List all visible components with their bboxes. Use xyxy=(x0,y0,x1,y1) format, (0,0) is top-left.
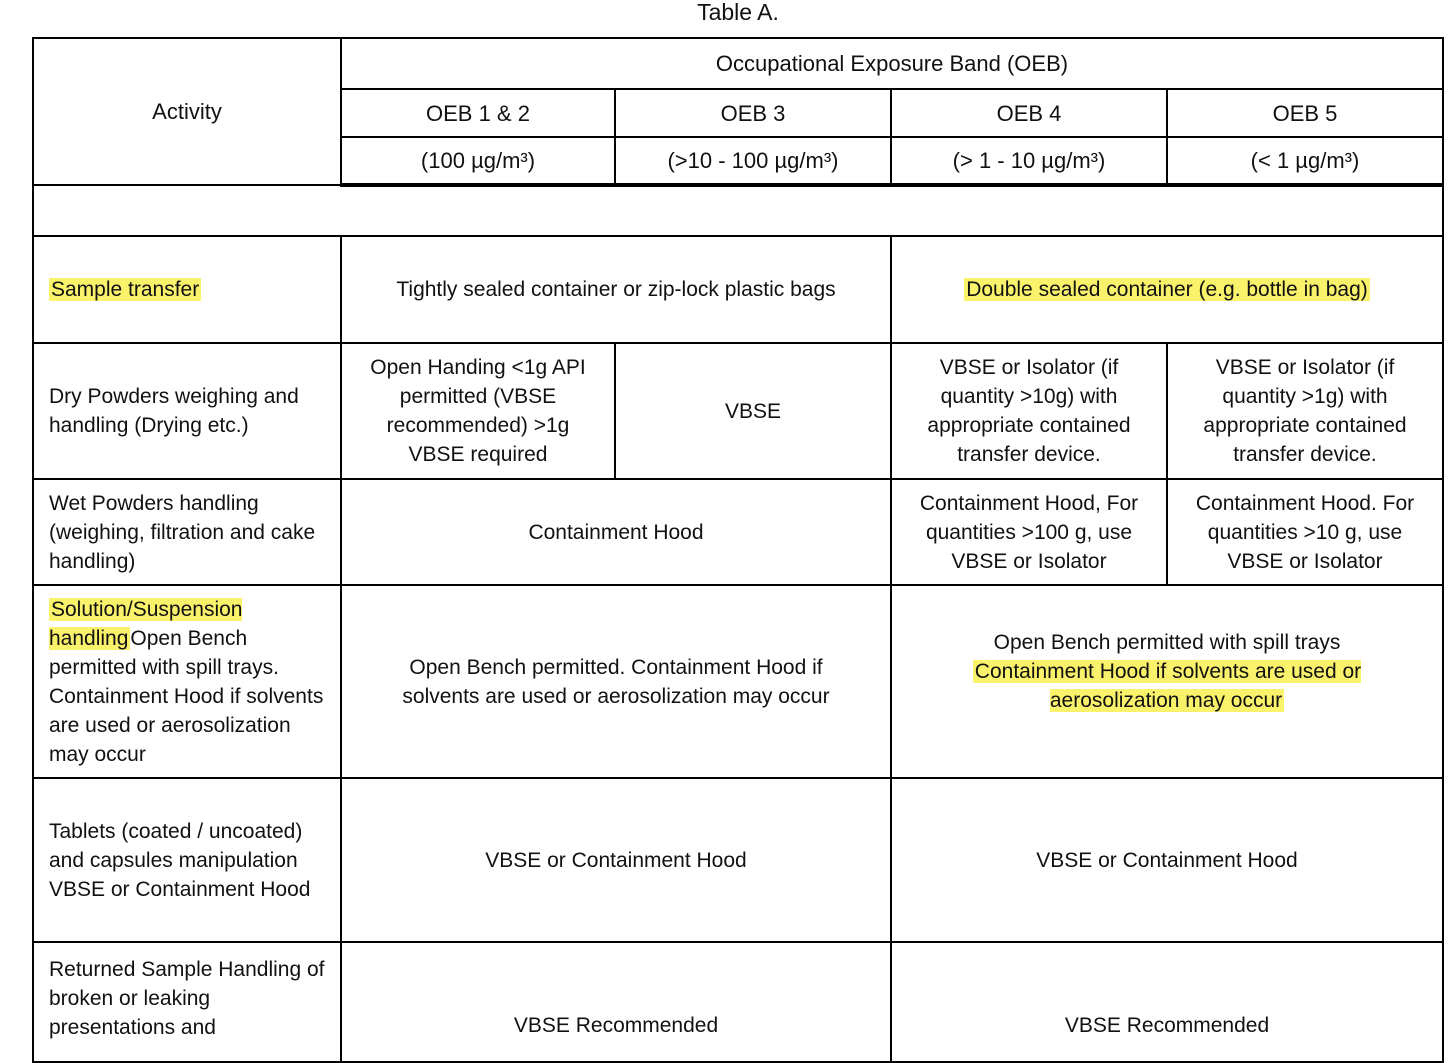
cell-oeb4-5: VBSE or Containment Hood xyxy=(891,778,1443,942)
header-range-oeb3: (>10 - 100 µg/m³) xyxy=(615,137,891,185)
cell-oeb12-3: VBSE Recommended xyxy=(341,942,891,1062)
highlight-mark: Solution/Suspension handling xyxy=(49,597,243,650)
activity-cell xyxy=(33,585,341,778)
header-band-oeb5: OEB 5 xyxy=(1167,89,1443,137)
highlight-mark: Double sealed container (e.g. bottle in bag) xyxy=(966,278,1368,301)
spacer-cell xyxy=(33,185,1443,236)
cell-oeb4-5: VBSE Recommended xyxy=(891,942,1443,1062)
activity-cell: Returned Sample Handling of broken or leaking presentations and xyxy=(33,942,341,1062)
cell-oeb4-5 xyxy=(891,585,1443,778)
table-row-returned xyxy=(33,942,1443,1062)
oeb-table xyxy=(32,37,1444,1063)
table-row-sample-transfer xyxy=(33,236,1443,343)
header-oeb-group: Occupational Exposure Band (OEB) xyxy=(341,38,1443,89)
cell-oeb4: VBSE or Isolator (if quantity >10g) with appropriate contained transfer device. xyxy=(891,343,1167,479)
table-row-solution xyxy=(33,585,1443,778)
spacer-row xyxy=(33,185,1443,236)
cell-text: Open Bench permitted with spill trays xyxy=(993,631,1341,654)
cell-oeb4: Containment Hood, For quantities >100 g, use VBSE or Isolator xyxy=(891,479,1167,585)
cell-oeb12-3: Open Bench permitted. Containment Hood if solvents are used or aerosolization may occur xyxy=(341,585,891,778)
cell-oeb5: Containment Hood. For quantities >10 g, use VBSE or Isolator xyxy=(1167,479,1443,585)
cell-oeb3: VBSE xyxy=(615,343,891,479)
activity-text: Open Bench permitted with spill trays. Containment Hood if solvents are used or aerosolization may occur xyxy=(49,626,324,766)
cell-oeb12-3: Tightly sealed container or zip-lock plastic bags xyxy=(341,236,891,343)
table-caption: Table A. xyxy=(697,0,779,25)
cell-oeb12: Open Handing <1g API permitted (VBSE recommended) >1g VBSE required xyxy=(341,343,615,479)
activity-text: VBSE or Containment Hood xyxy=(49,877,311,901)
header-range-oeb4: (> 1 - 10 µg/m³) xyxy=(891,137,1167,185)
header-activity: Activity xyxy=(33,38,341,185)
header-band-oeb4: OEB 4 xyxy=(891,89,1167,137)
cell-oeb12-3: VBSE or Containment Hood xyxy=(341,778,891,942)
activity-cell: Wet Powders handling (weighing, filtration and cake handling) xyxy=(33,479,341,585)
cell-oeb5: VBSE or Isolator (if quantity >1g) with appropriate contained transfer device. xyxy=(1167,343,1443,479)
header-range-oeb12: (100 µg/m³) xyxy=(341,137,615,185)
table-row-wet-powders xyxy=(33,479,1443,585)
header-band-oeb3: OEB 3 xyxy=(615,89,891,137)
highlight-mark: Containment Hood if solvents are used or aerosolization may occur xyxy=(974,660,1362,712)
table-row-dry-powders xyxy=(33,343,1443,479)
cell-oeb4-5 xyxy=(891,236,1443,343)
activity-cell xyxy=(33,778,341,942)
header-row-group xyxy=(33,38,1443,89)
activity-cell: Dry Powders weighing and handling (Drying etc.) xyxy=(33,343,341,479)
header-range-oeb5: (< 1 µg/m³) xyxy=(1167,137,1443,185)
header-band-oeb12: OEB 1 & 2 xyxy=(341,89,615,137)
cell-oeb12-3: Containment Hood xyxy=(341,479,891,585)
activity-text: Tablets (coated / uncoated) and capsules manipulation xyxy=(49,819,303,872)
activity-cell xyxy=(33,236,341,343)
highlight-mark: Sample transfer xyxy=(51,278,200,301)
table-row-tablets xyxy=(33,778,1443,942)
